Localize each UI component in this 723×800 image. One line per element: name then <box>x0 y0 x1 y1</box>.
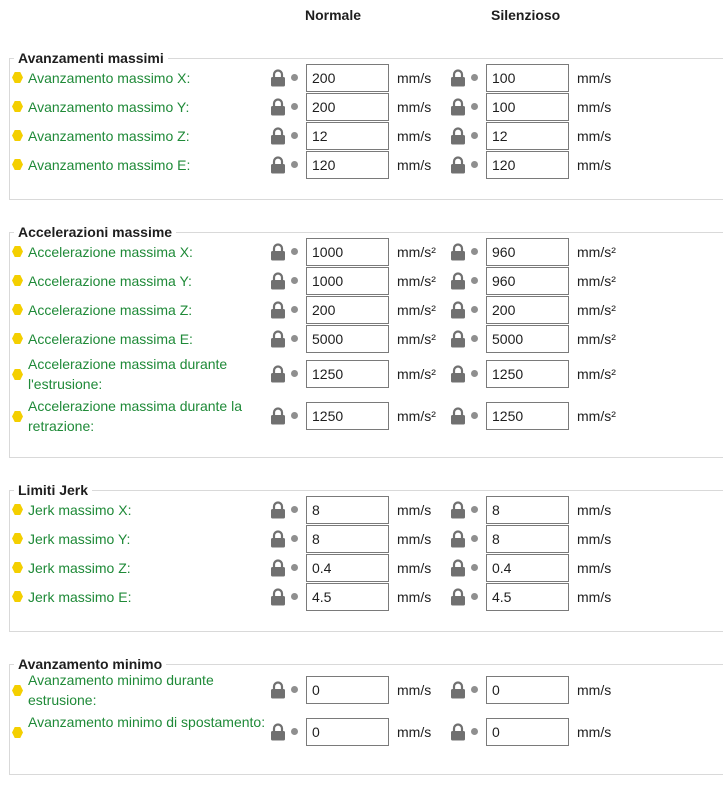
unit-label: mm/s <box>577 724 612 740</box>
unit-label: mm/s <box>577 531 612 547</box>
unit-label: mm/s² <box>577 273 616 289</box>
unit-label: mm/s <box>397 560 432 576</box>
unit-label: mm/s <box>397 502 432 518</box>
normal-value-input-max-accel-e[interactable] <box>306 325 389 353</box>
lock-icon[interactable] <box>270 156 286 174</box>
setting-label: Accelerazione massima durante la retrazione: <box>28 398 242 434</box>
dot-icon <box>291 535 298 542</box>
dot-icon <box>291 248 298 255</box>
normal-value-input-max-accel-y[interactable] <box>306 267 389 295</box>
hexagon-bullet-icon <box>12 533 23 544</box>
setting-label: Avanzamento minimo di spostamento: <box>28 714 266 730</box>
setting-label: Avanzamento massimo Y: <box>28 99 190 115</box>
unit-label: mm/s² <box>397 302 436 318</box>
normal-value-input-max-feed-z[interactable] <box>306 122 389 150</box>
lock-icon[interactable] <box>450 301 466 319</box>
unit-label: mm/s <box>577 560 612 576</box>
unit-label: mm/s <box>397 99 432 115</box>
dot-icon <box>471 306 478 313</box>
silent-value-input-max-jerk-z[interactable] <box>486 554 569 582</box>
dot-icon <box>471 686 478 693</box>
silent-value-input-max-accel-e[interactable] <box>486 325 569 353</box>
dot-icon <box>291 593 298 600</box>
silent-value-input-max-accel-retracting[interactable] <box>486 402 569 430</box>
setting-label: Accelerazione massima E: <box>28 331 193 347</box>
setting-label: Avanzamento massimo X: <box>28 70 191 86</box>
dot-icon <box>291 132 298 139</box>
section-title: Avanzamenti massimi <box>14 48 168 68</box>
lock-icon[interactable] <box>270 243 286 261</box>
lock-icon[interactable] <box>270 407 286 425</box>
section-title: Limiti Jerk <box>14 480 92 500</box>
hexagon-bullet-icon <box>12 333 23 344</box>
unit-label: mm/s² <box>577 244 616 260</box>
setting-row-max-accel-retracting <box>0 398 714 434</box>
lock-icon[interactable] <box>270 272 286 290</box>
setting-row-max-feed-e <box>0 151 714 179</box>
normal-value-input-max-jerk-z[interactable] <box>306 554 389 582</box>
unit-label: mm/s <box>397 157 432 173</box>
dot-icon <box>291 506 298 513</box>
unit-label: mm/s² <box>577 302 616 318</box>
setting-label: Jerk massimo E: <box>28 589 132 605</box>
dot-icon <box>471 248 478 255</box>
silent-value-input-max-jerk-y[interactable] <box>486 525 569 553</box>
unit-label: mm/s² <box>397 244 436 260</box>
dot-icon <box>291 335 298 342</box>
dot-icon <box>471 564 478 571</box>
section-title: Accelerazioni massime <box>14 222 176 242</box>
dot-icon <box>471 335 478 342</box>
silent-value-input-max-jerk-e[interactable] <box>486 583 569 611</box>
section-title: Avanzamento minimo <box>14 654 166 674</box>
lock-icon[interactable] <box>270 69 286 87</box>
setting-row-max-feed-x <box>0 64 714 92</box>
lock-icon[interactable] <box>450 530 466 548</box>
setting-label: Avanzamento massimo E: <box>28 157 191 173</box>
lock-icon[interactable] <box>270 588 286 606</box>
column-header-silent: Silenzioso <box>491 7 561 23</box>
normal-value-input-max-jerk-e[interactable] <box>306 583 389 611</box>
dot-icon <box>471 132 478 139</box>
lock-icon[interactable] <box>270 98 286 116</box>
normal-value-input-max-accel-extruding[interactable] <box>306 360 389 388</box>
unit-label: mm/s² <box>397 331 436 347</box>
silent-value-input-min-feed-travel[interactable] <box>486 718 569 746</box>
lock-icon[interactable] <box>450 501 466 519</box>
lock-icon[interactable] <box>450 330 466 348</box>
dot-icon <box>291 103 298 110</box>
hexagon-bullet-icon <box>12 275 23 286</box>
unit-label: mm/s <box>577 682 612 698</box>
hexagon-bullet-icon <box>12 562 23 573</box>
setting-label: Avanzamento minimo durante estrusione: <box>28 672 214 708</box>
normal-value-input-max-jerk-x[interactable] <box>306 496 389 524</box>
silent-value-input-max-accel-z[interactable] <box>486 296 569 324</box>
setting-label: Accelerazione massima Y: <box>28 273 192 289</box>
unit-label: mm/s <box>397 682 432 698</box>
dot-icon <box>291 306 298 313</box>
unit-label: mm/s <box>577 157 612 173</box>
setting-label: Accelerazione massima durante l'estrusione: <box>28 356 228 392</box>
hexagon-bullet-icon <box>12 130 23 141</box>
dot-icon <box>471 74 478 81</box>
silent-value-input-max-accel-x[interactable] <box>486 238 569 266</box>
unit-label: mm/s <box>577 99 612 115</box>
setting-row-min-feed-travel <box>0 714 714 746</box>
lock-icon[interactable] <box>450 407 466 425</box>
hexagon-bullet-icon <box>12 369 23 380</box>
unit-label: mm/s <box>397 531 432 547</box>
lock-icon[interactable] <box>270 301 286 319</box>
dot-icon <box>471 593 478 600</box>
hexagon-bullet-icon <box>12 159 23 170</box>
unit-label: mm/s² <box>577 408 616 424</box>
lock-icon[interactable] <box>270 501 286 519</box>
hexagon-bullet-icon <box>12 504 23 515</box>
silent-value-input-max-feed-y[interactable] <box>486 93 569 121</box>
unit-label: mm/s <box>397 128 432 144</box>
setting-label: Jerk massimo Y: <box>28 531 131 547</box>
setting-row-max-feed-z <box>0 122 714 150</box>
unit-label: mm/s <box>577 589 612 605</box>
hexagon-bullet-icon <box>12 72 23 83</box>
normal-value-input-min-feed-extruding[interactable] <box>306 676 389 704</box>
setting-label: Jerk massimo X: <box>28 502 132 518</box>
dot-icon <box>471 728 478 735</box>
dot-icon <box>471 412 478 419</box>
dot-icon <box>471 103 478 110</box>
setting-row-max-jerk-y <box>0 525 714 553</box>
dot-icon <box>291 370 298 377</box>
setting-row-max-jerk-e <box>0 583 714 611</box>
normal-value-input-max-feed-y[interactable] <box>306 93 389 121</box>
unit-label: mm/s <box>577 70 612 86</box>
unit-label: mm/s <box>397 589 432 605</box>
unit-label: mm/s² <box>397 273 436 289</box>
unit-label: mm/s² <box>577 331 616 347</box>
dot-icon <box>471 370 478 377</box>
lock-icon[interactable] <box>450 272 466 290</box>
hexagon-bullet-icon <box>12 727 23 738</box>
lock-icon[interactable] <box>270 530 286 548</box>
dot-icon <box>291 161 298 168</box>
unit-label: mm/s² <box>577 366 616 382</box>
silent-value-input-max-feed-x[interactable] <box>486 64 569 92</box>
setting-label: Accelerazione massima Z: <box>28 302 193 318</box>
silent-value-input-max-accel-extruding[interactable] <box>486 360 569 388</box>
lock-icon[interactable] <box>450 243 466 261</box>
lock-icon[interactable] <box>450 588 466 606</box>
column-header-normal: Normale <box>305 7 362 23</box>
normal-value-input-max-feed-e[interactable] <box>306 151 389 179</box>
setting-row-max-accel-x <box>0 238 714 266</box>
normal-value-input-min-feed-travel[interactable] <box>306 718 389 746</box>
dot-icon <box>291 277 298 284</box>
hexagon-bullet-icon <box>12 591 23 602</box>
hexagon-bullet-icon <box>12 685 23 696</box>
lock-icon[interactable] <box>450 98 466 116</box>
setting-row-max-accel-y <box>0 267 714 295</box>
normal-value-input-max-accel-x[interactable] <box>306 238 389 266</box>
lock-icon[interactable] <box>450 156 466 174</box>
setting-row-max-accel-extruding <box>0 356 714 392</box>
unit-label: mm/s <box>397 724 432 740</box>
lock-icon[interactable] <box>270 365 286 383</box>
dot-icon <box>471 535 478 542</box>
setting-row-max-jerk-z <box>0 554 714 582</box>
normal-value-input-max-accel-z[interactable] <box>306 296 389 324</box>
dot-icon <box>471 506 478 513</box>
dot-icon <box>291 412 298 419</box>
lock-icon[interactable] <box>270 723 286 741</box>
dot-icon <box>291 686 298 693</box>
normal-value-input-max-jerk-y[interactable] <box>306 525 389 553</box>
lock-icon[interactable] <box>450 69 466 87</box>
setting-label: Accelerazione massima X: <box>28 244 193 260</box>
unit-label: mm/s <box>397 70 432 86</box>
setting-row-max-accel-z <box>0 296 714 324</box>
dot-icon <box>291 728 298 735</box>
unit-label: mm/s² <box>397 366 436 382</box>
dot-icon <box>291 564 298 571</box>
dot-icon <box>291 74 298 81</box>
silent-value-input-max-feed-e[interactable] <box>486 151 569 179</box>
setting-label: Avanzamento massimo Z: <box>28 128 190 144</box>
silent-value-input-min-feed-extruding[interactable] <box>486 676 569 704</box>
silent-value-input-max-jerk-x[interactable] <box>486 496 569 524</box>
lock-icon[interactable] <box>270 681 286 699</box>
silent-value-input-max-feed-z[interactable] <box>486 122 569 150</box>
silent-value-input-max-accel-y[interactable] <box>486 267 569 295</box>
setting-row-max-jerk-x <box>0 496 714 524</box>
dot-icon <box>471 161 478 168</box>
hexagon-bullet-icon <box>12 304 23 315</box>
hexagon-bullet-icon <box>12 246 23 257</box>
setting-row-min-feed-extruding <box>0 672 714 708</box>
normal-value-input-max-feed-x[interactable] <box>306 64 389 92</box>
lock-icon[interactable] <box>450 127 466 145</box>
lock-icon[interactable] <box>450 365 466 383</box>
hexagon-bullet-icon <box>12 411 23 422</box>
lock-icon[interactable] <box>450 723 466 741</box>
lock-icon[interactable] <box>270 559 286 577</box>
unit-label: mm/s² <box>397 408 436 424</box>
unit-label: mm/s <box>577 128 612 144</box>
setting-row-max-feed-y <box>0 93 714 121</box>
dot-icon <box>471 277 478 284</box>
lock-icon[interactable] <box>450 681 466 699</box>
setting-label: Jerk massimo Z: <box>28 560 131 576</box>
setting-row-max-accel-e <box>0 325 714 353</box>
lock-icon[interactable] <box>270 127 286 145</box>
lock-icon[interactable] <box>450 559 466 577</box>
unit-label: mm/s <box>577 502 612 518</box>
hexagon-bullet-icon <box>12 101 23 112</box>
lock-icon[interactable] <box>270 330 286 348</box>
normal-value-input-max-accel-retracting[interactable] <box>306 402 389 430</box>
